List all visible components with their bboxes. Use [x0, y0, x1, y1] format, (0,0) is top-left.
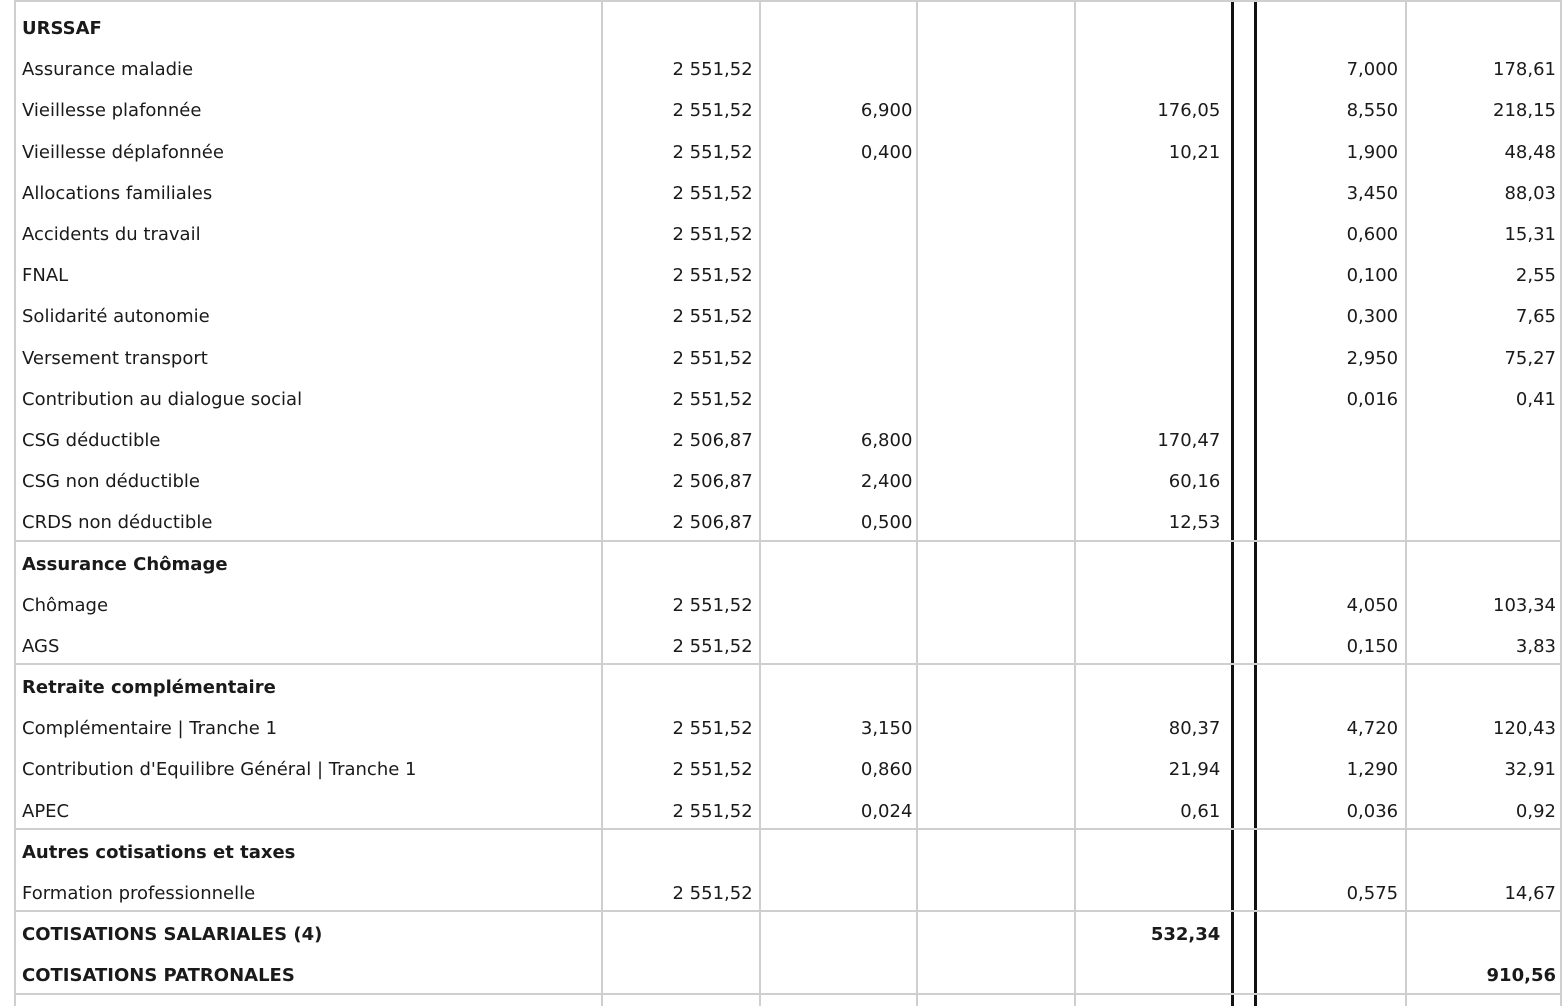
patronal-amount-cell: 7,65 — [1515, 306, 1556, 328]
patronal-rate-cell: 2,950 — [1346, 347, 1399, 369]
empty-cell — [919, 914, 1069, 955]
salarial-rate-cell — [761, 214, 920, 255]
empty-cell — [919, 667, 1069, 708]
patronal-amount-cell — [1406, 543, 1566, 584]
empty-cell — [919, 543, 1069, 584]
salarial-amount-cell: 176,05 — [1157, 100, 1221, 122]
section-divider — [14, 828, 1562, 830]
salarial-rate-cell: 0,400 — [860, 141, 913, 163]
patronal-amount-cell — [1406, 914, 1566, 955]
patronal-rate-cell — [1253, 914, 1406, 955]
salarial-rate-cell: 0,024 — [860, 800, 913, 822]
patronal-rate-cell: 7,000 — [1346, 59, 1399, 81]
row-label: Allocations familiales — [22, 182, 213, 204]
separator-cell — [1228, 8, 1253, 49]
patronal-rate-cell — [1253, 420, 1406, 461]
patronal-rate-cell: 0,600 — [1346, 224, 1399, 246]
section-divider — [14, 540, 1562, 542]
salarial-rate-cell — [761, 49, 920, 90]
table-row — [16, 338, 1566, 379]
section-header-row — [16, 8, 1566, 49]
row-label: CSG déductible — [22, 429, 161, 451]
base-cell: 2 551,52 — [672, 182, 753, 204]
salarial-amount-cell — [1070, 585, 1229, 626]
patronal-rate-cell: 1,290 — [1346, 759, 1399, 781]
salarial-rate-cell — [761, 296, 920, 337]
separator-cell — [1228, 708, 1253, 749]
empty-cell — [919, 132, 1069, 173]
separator-cell — [1228, 49, 1253, 90]
patronal-rate-cell: 0,100 — [1346, 265, 1399, 287]
section-title: Autres cotisations et taxes — [22, 841, 296, 863]
separator-cell — [1228, 955, 1253, 996]
section-title: Retraite complémentaire — [22, 677, 276, 699]
patronal-amount-cell: 3,83 — [1515, 635, 1556, 657]
row-label: Contribution au dialogue social — [22, 388, 303, 410]
base-cell: 2 551,52 — [672, 265, 753, 287]
salarial-rate-cell — [761, 873, 920, 914]
patronal-amount-cell — [1406, 8, 1566, 49]
total-row-patronales — [16, 955, 1566, 996]
salarial-rate-cell: 0,860 — [860, 759, 913, 781]
salarial-amount-cell — [1070, 173, 1229, 214]
empty-cell — [919, 749, 1069, 790]
salarial-amount-cell — [1070, 255, 1229, 296]
base-cell: 2 551,52 — [672, 718, 753, 740]
separator-cell — [1228, 173, 1253, 214]
base-cell — [599, 955, 761, 996]
table-row — [16, 90, 1566, 131]
patronal-amount-cell: 2,55 — [1515, 265, 1556, 287]
total-salarial-amount: 532,34 — [1150, 924, 1221, 946]
section-divider — [14, 993, 1562, 995]
empty-cell — [919, 379, 1069, 420]
separator-cell — [1228, 914, 1253, 955]
separator-cell — [1228, 90, 1253, 131]
base-cell — [599, 914, 761, 955]
base-cell: 2 506,87 — [672, 429, 753, 451]
row-label: APEC — [22, 800, 70, 822]
patronal-amount-cell: 178,61 — [1493, 59, 1556, 81]
patronal-rate-cell: 0,150 — [1346, 635, 1399, 657]
base-cell — [599, 8, 761, 49]
patronal-amount-cell: 103,34 — [1493, 594, 1556, 616]
patronal-rate-cell — [1253, 832, 1406, 873]
salarial-amount-cell — [1070, 49, 1229, 90]
grid-line — [14, 0, 1562, 2]
base-cell: 2 551,52 — [672, 883, 753, 905]
salarial-amount-cell — [1070, 955, 1229, 996]
patronal-amount-cell: 0,41 — [1515, 388, 1556, 410]
salarial-rate-cell — [761, 914, 920, 955]
row-label: Accidents du travail — [22, 224, 201, 246]
row-label: Formation professionnelle — [22, 883, 256, 905]
empty-cell — [919, 90, 1069, 131]
base-cell: 2 506,87 — [672, 512, 753, 534]
patronal-rate-cell — [1253, 667, 1406, 708]
table-row — [16, 173, 1566, 214]
separator-cell — [1228, 461, 1253, 502]
patronal-amount-cell: 48,48 — [1504, 141, 1556, 163]
patronal-rate-cell: 1,900 — [1346, 141, 1399, 163]
row-label: Chômage — [22, 594, 109, 616]
salarial-rate-cell: 3,150 — [860, 718, 913, 740]
salarial-rate-cell: 2,400 — [860, 471, 913, 493]
total-row-salariales — [16, 914, 1566, 955]
salarial-amount-cell — [1070, 214, 1229, 255]
patronal-amount-cell: 14,67 — [1504, 883, 1556, 905]
salarial-amount-cell — [1070, 296, 1229, 337]
salarial-amount-cell — [1070, 338, 1229, 379]
empty-cell — [919, 255, 1069, 296]
salarial-rate-cell — [761, 543, 920, 584]
table-row — [16, 749, 1566, 790]
salarial-rate-cell — [761, 255, 920, 296]
separator-cell — [1228, 791, 1253, 832]
empty-cell — [919, 955, 1069, 996]
salarial-rate-cell: 0,500 — [860, 512, 913, 534]
empty-cell — [919, 791, 1069, 832]
separator-cell — [1228, 132, 1253, 173]
base-cell: 2 551,52 — [672, 141, 753, 163]
patronal-amount-cell: 75,27 — [1504, 347, 1556, 369]
separator-cell — [1228, 379, 1253, 420]
empty-cell — [919, 214, 1069, 255]
base-cell — [599, 543, 761, 584]
patronal-amount-cell — [1406, 420, 1566, 461]
table-row — [16, 255, 1566, 296]
row-label: CRDS non déductible — [22, 512, 213, 534]
table-row — [16, 420, 1566, 461]
base-cell — [599, 667, 761, 708]
section-divider — [14, 910, 1562, 912]
section-header-row — [16, 667, 1566, 708]
patronal-rate-cell: 8,550 — [1346, 100, 1399, 122]
separator-cell — [1228, 667, 1253, 708]
empty-cell — [919, 708, 1069, 749]
salarial-amount-cell — [1070, 626, 1229, 667]
table-row — [16, 791, 1566, 832]
section-header-row — [16, 543, 1566, 584]
separator-cell — [1228, 296, 1253, 337]
row-label: Vieillesse déplafonnée — [22, 141, 224, 163]
row-label: Versement transport — [22, 347, 208, 369]
base-cell: 2 506,87 — [672, 471, 753, 493]
row-label: FNAL — [22, 265, 69, 287]
patronal-rate-cell: 0,575 — [1346, 883, 1399, 905]
total-label: COTISATIONS PATRONALES — [22, 965, 295, 987]
salarial-amount-cell — [1070, 832, 1229, 873]
patronal-rate-cell: 3,450 — [1346, 182, 1399, 204]
base-cell: 2 551,52 — [672, 100, 753, 122]
separator-cell — [1228, 873, 1253, 914]
separator-cell — [1228, 585, 1253, 626]
total-label: COTISATIONS SALARIALES (4) — [22, 924, 323, 946]
row-label: Complémentaire | Tranche 1 — [22, 718, 278, 740]
salarial-rate-cell — [761, 626, 920, 667]
empty-cell — [919, 296, 1069, 337]
patronal-amount-cell — [1406, 502, 1566, 543]
salarial-amount-cell: 60,16 — [1168, 471, 1221, 493]
empty-cell — [919, 173, 1069, 214]
salarial-rate-cell — [761, 832, 920, 873]
empty-cell — [919, 873, 1069, 914]
base-cell: 2 551,52 — [672, 59, 753, 81]
empty-cell — [919, 49, 1069, 90]
patronal-amount-cell — [1406, 461, 1566, 502]
salarial-amount-cell: 12,53 — [1168, 512, 1221, 534]
table-row — [16, 708, 1566, 749]
base-cell: 2 551,52 — [672, 594, 753, 616]
base-cell: 2 551,52 — [672, 759, 753, 781]
patronal-rate-cell — [1253, 461, 1406, 502]
separator-cell — [1228, 502, 1253, 543]
salarial-rate-cell — [761, 667, 920, 708]
table-row — [16, 132, 1566, 173]
separator-cell — [1228, 255, 1253, 296]
table-row — [16, 502, 1566, 543]
empty-cell — [919, 832, 1069, 873]
empty-cell — [919, 338, 1069, 379]
row-label: Solidarité autonomie — [22, 306, 210, 328]
base-cell: 2 551,52 — [672, 347, 753, 369]
empty-cell — [919, 420, 1069, 461]
salarial-amount-cell — [1070, 8, 1229, 49]
separator-cell — [1228, 338, 1253, 379]
section-title: Assurance Chômage — [22, 553, 228, 575]
total-patronal-amount: 910,56 — [1486, 965, 1556, 987]
empty-cell — [919, 502, 1069, 543]
row-label: Vieillesse plafonnée — [22, 100, 202, 122]
patronal-rate-cell — [1253, 543, 1406, 584]
patronal-rate-cell — [1253, 502, 1406, 543]
salarial-rate-cell — [761, 8, 920, 49]
row-label: CSG non déductible — [22, 471, 201, 493]
patronal-amount-cell: 0,92 — [1515, 800, 1556, 822]
salarial-amount-cell — [1070, 667, 1229, 708]
base-cell — [599, 832, 761, 873]
patronal-rate-cell: 0,016 — [1346, 388, 1399, 410]
salarial-amount-cell — [1070, 543, 1229, 584]
separator-cell — [1228, 543, 1253, 584]
salarial-amount-cell: 10,21 — [1168, 141, 1221, 163]
patronal-amount-cell — [1406, 832, 1566, 873]
table-row — [16, 379, 1566, 420]
salarial-amount-cell: 80,37 — [1168, 718, 1221, 740]
patronal-rate-cell: 0,036 — [1346, 800, 1399, 822]
salarial-rate-cell — [761, 379, 920, 420]
salarial-amount-cell: 170,47 — [1157, 429, 1221, 451]
empty-cell — [919, 585, 1069, 626]
salarial-amount-cell — [1070, 873, 1229, 914]
row-label: AGS — [22, 635, 60, 657]
empty-cell — [919, 461, 1069, 502]
patronal-rate-cell: 4,050 — [1346, 594, 1399, 616]
base-cell: 2 551,52 — [672, 306, 753, 328]
row-label: Assurance maladie — [22, 59, 194, 81]
table-row — [16, 49, 1566, 90]
separator-cell — [1228, 420, 1253, 461]
table-row — [16, 461, 1566, 502]
salarial-rate-cell: 6,800 — [860, 429, 913, 451]
row-label: Contribution d'Equilibre Général | Tranche 1 — [22, 759, 417, 781]
empty-cell — [919, 626, 1069, 667]
table-row — [16, 214, 1566, 255]
patronal-rate-cell: 0,300 — [1346, 306, 1399, 328]
base-cell: 2 551,52 — [672, 388, 753, 410]
salarial-amount-cell: 21,94 — [1168, 759, 1221, 781]
patronal-amount-cell: 218,15 — [1493, 100, 1556, 122]
section-header-row — [16, 832, 1566, 873]
table-row — [16, 626, 1566, 667]
salarial-rate-cell — [761, 955, 920, 996]
table-row — [16, 585, 1566, 626]
table-row — [16, 296, 1566, 337]
patronal-amount-cell: 120,43 — [1493, 718, 1556, 740]
table-row — [16, 873, 1566, 914]
salarial-rate-cell — [761, 338, 920, 379]
patronal-amount-cell — [1406, 667, 1566, 708]
salarial-amount-cell — [1070, 379, 1229, 420]
contributions-table — [16, 8, 1566, 997]
salarial-rate-cell: 6,900 — [860, 100, 913, 122]
separator-cell — [1228, 749, 1253, 790]
salarial-rate-cell — [761, 585, 920, 626]
patronal-amount-cell: 32,91 — [1504, 759, 1556, 781]
base-cell: 2 551,52 — [672, 224, 753, 246]
empty-cell — [919, 8, 1069, 49]
base-cell: 2 551,52 — [672, 800, 753, 822]
salarial-rate-cell — [761, 173, 920, 214]
section-divider — [14, 663, 1562, 665]
section-title: URSSAF — [22, 18, 102, 40]
patronal-rate-cell — [1253, 955, 1406, 996]
separator-cell — [1228, 626, 1253, 667]
patronal-rate-cell — [1253, 8, 1406, 49]
base-cell: 2 551,52 — [672, 635, 753, 657]
patronal-rate-cell: 4,720 — [1346, 718, 1399, 740]
patronal-amount-cell: 15,31 — [1504, 224, 1556, 246]
separator-cell — [1228, 832, 1253, 873]
salarial-amount-cell: 0,61 — [1180, 800, 1221, 822]
separator-cell — [1228, 214, 1253, 255]
patronal-amount-cell: 88,03 — [1504, 182, 1556, 204]
